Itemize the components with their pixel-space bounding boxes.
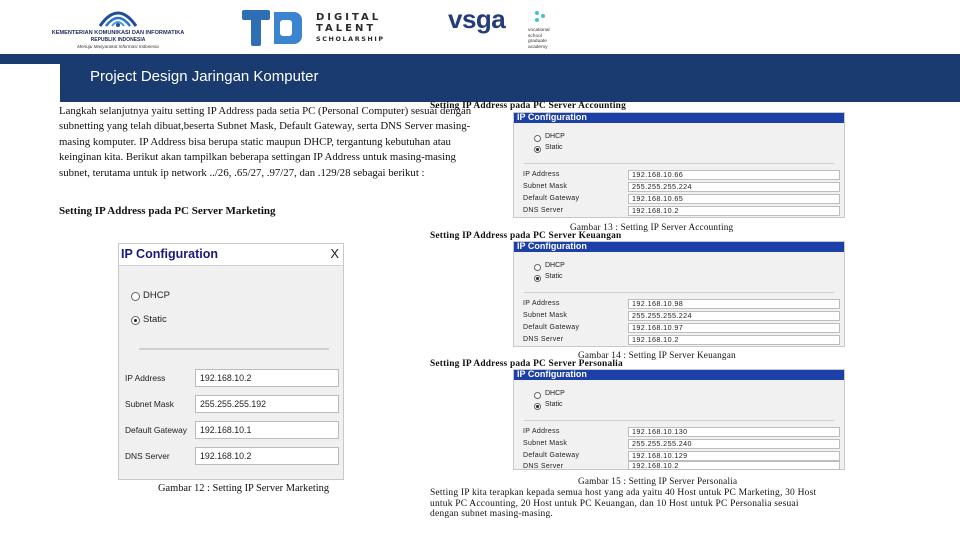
ip-config-header [514,242,844,252]
subnet-mask-field[interactable]: 255.255.255.224 [628,182,840,192]
subnet-mask-label: Subnet Mask [523,183,568,190]
divider [524,163,834,164]
dts-word-talent: TALENT [316,23,377,34]
intro-line: masing komputer. IP Address bisa berupa static maupun DHCP, tergantung kebutuhan atau [59,135,451,148]
dns-server-label: DNS Server [523,336,564,343]
vsga-dots-icon [534,10,546,24]
divider [139,348,329,350]
dhcp-label: DHCP [545,262,565,269]
vsga-subtitle: vocational school graduate academy [528,28,550,50]
ip-address-label: IP Address [523,171,560,178]
subnet-mask-label: Subnet Mask [125,399,174,409]
static-label: Static [545,401,563,408]
dhcp-radio[interactable] [534,135,541,142]
ip-address-field[interactable]: 192.168.10.130 [628,427,840,437]
ip-config-header [514,113,844,123]
personalia-ip-config-panel [513,369,845,470]
subnet-mask-field[interactable]: 255.255.255.240 [628,439,840,449]
dhcp-label: DHCP [545,133,565,140]
dns-server-label: DNS Server [125,451,170,461]
ip-config-header [514,370,844,380]
keuangan-ip-config-panel [513,241,845,347]
marketing-ip-config-panel [118,243,344,480]
dhcp-radio[interactable] [534,392,541,399]
dns-server-field[interactable]: 192.168.10.2 [628,461,840,470]
title-bar-accent [0,54,60,64]
dns-server-label: DNS Server [523,207,564,214]
default-gateway-label: Default Gateway [523,324,580,331]
static-radio[interactable] [534,403,541,410]
default-gateway-field[interactable]: 192.168.10.97 [628,323,840,333]
dhcp-radio[interactable] [534,264,541,271]
intro-line: subnet, terutama untuk ip network ../26, .65/27, .97/27, dan .129/28 sebagai berikut : [59,166,425,179]
figure-caption-15: Gambar 15 : Setting IP Server Personalia [578,476,738,486]
default-gateway-field[interactable]: 192.168.10.65 [628,194,840,204]
dhcp-label: DHCP [143,290,170,301]
divider [524,420,834,421]
summary-line: untuk PC Accounting, 20 Host untuk PC Keuangan, dan 10 Host untuk PC Personalia sesuai [430,498,799,509]
default-gateway-field[interactable]: 192.168.10.129 [628,451,840,461]
divider [524,292,834,293]
dts-word-scholarship: SCHOLARSHIP [316,35,385,43]
personalia-heading: Setting IP Address pada PC Server Personalia [430,359,623,369]
summary-paragraph [430,488,930,520]
intro-line: subnetting yang telah dibuat,beserta Subnet Mask, Default Gateway, serta DNS Server masing- [59,120,471,133]
ip-config-title: IP Configuration [121,247,218,261]
ip-address-label: IP Address [125,373,166,383]
default-gateway-label: Default Gateway [523,452,580,459]
summary-line: dengan subnet masing-masing. [430,509,554,520]
ip-config-title: IP Configuration [517,369,587,379]
dns-server-field[interactable]: 192.168.10.2 [195,447,339,465]
dhcp-radio[interactable] [131,292,140,301]
static-radio[interactable] [534,146,541,153]
kominfo-emblem-icon [96,6,140,28]
figure-caption-12: Gambar 12 : Setting IP Server Marketing [158,483,330,494]
ip-address-label: IP Address [523,428,560,435]
vsga-name: vsga [448,4,506,34]
kominfo-logo [38,6,198,50]
intro-paragraph [59,104,472,181]
dhcp-label: DHCP [545,390,565,397]
digital-talent-logo [240,8,410,48]
summary-line: Setting IP kita terapkan kepada semua host yang ada yaitu 40 Host untuk PC Marketing, 30 Host [430,488,817,498]
marketing-subheading: Setting IP Address pada PC Server Marketing [59,205,276,217]
dts-mark-icon [240,8,304,48]
ip-address-field[interactable]: 192.168.10.2 [195,369,339,387]
kominfo-tagline: Menuju Masyarakat Informasi Indonesia [77,44,159,49]
dns-server-label: DNS Server [523,463,564,470]
page-title: Project Design Jaringan Komputer [90,68,319,85]
ip-address-field[interactable]: 192.168.10.66 [628,170,840,180]
kominfo-line1: KEMENTERIAN KOMUNIKASI DAN INFORMATIKA [51,30,185,36]
default-gateway-field[interactable]: 192.168.10.1 [195,421,339,439]
default-gateway-label: Default Gateway [125,425,187,435]
dns-server-field[interactable]: 192.168.10.2 [628,335,840,345]
intro-line: keinginan kita. Berikut akan tampilkan beberapa settingan IP Address untuk masing-masing [59,151,456,164]
ip-config-header [119,244,343,266]
subnet-mask-field[interactable]: 255.255.255.224 [628,311,840,321]
title-bar [0,54,960,102]
default-gateway-label: Default Gateway [523,195,580,202]
subnet-mask-label: Subnet Mask [523,440,568,447]
static-radio[interactable] [131,316,140,325]
figure-caption-13: Gambar 13 : Setting IP Server Accounting [570,222,734,232]
ip-address-label: IP Address [523,300,560,307]
ip-config-title: IP Configuration [517,241,587,251]
keuangan-heading: Setting IP Address pada PC Server Keuangan [430,231,622,241]
subnet-mask-label: Subnet Mask [523,312,568,319]
figure-caption-14: Gambar 14 : Setting IP Server Keuangan [578,350,736,360]
vsga-logo [448,6,558,52]
static-radio[interactable] [534,275,541,282]
dts-word-digital: DIGITAL [316,12,382,23]
accounting-heading: Setting IP Address pada PC Server Accounting [430,101,626,111]
ip-config-title: IP Configuration [517,112,587,122]
dns-server-field[interactable]: 192.168.10.2 [628,206,840,216]
close-icon[interactable]: X [330,246,339,261]
accounting-ip-config-panel [513,112,845,218]
intro-line: Langkah selanjutnya yaitu setting IP Address pada setia PC (Personal Computer) sesuai dengan [59,105,472,117]
static-label: Static [545,273,563,280]
static-label: Static [545,144,563,151]
subnet-mask-field[interactable]: 255.255.255.192 [195,395,339,413]
ip-address-field[interactable]: 192.168.10.98 [628,299,840,309]
static-label: Static [143,314,167,325]
kominfo-line2: REPUBLIK INDONESIA [90,37,146,43]
